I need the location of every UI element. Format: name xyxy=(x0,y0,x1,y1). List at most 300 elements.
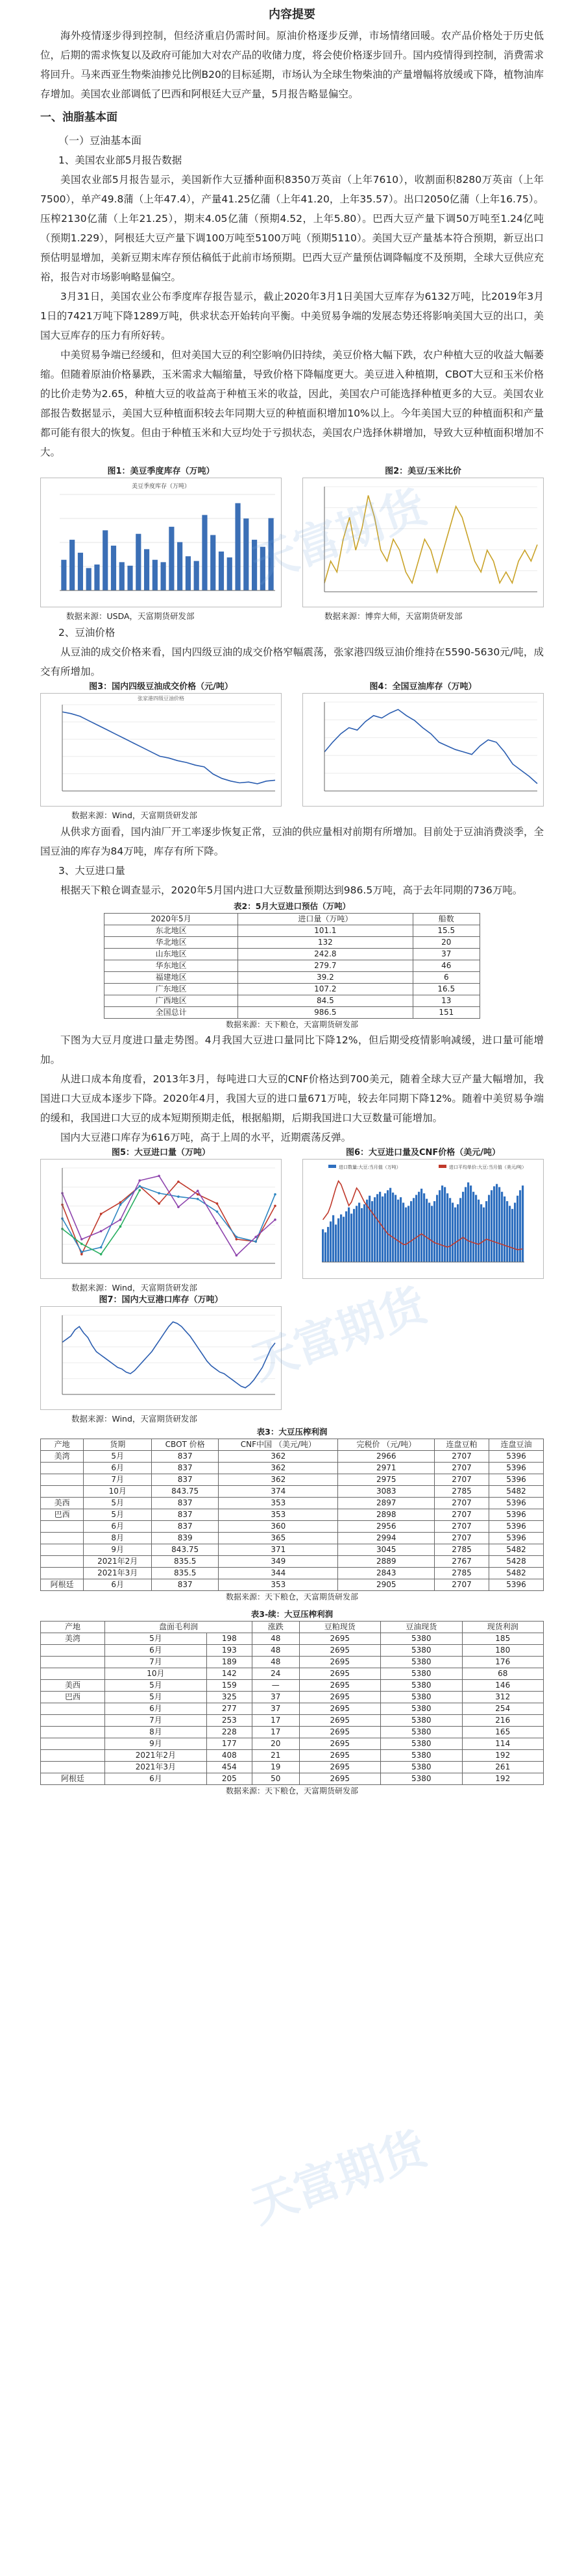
bar xyxy=(449,1198,451,1262)
table-cell: 2956 xyxy=(338,1521,435,1533)
series-point xyxy=(80,1238,83,1241)
bar xyxy=(501,1192,503,1262)
table-row xyxy=(41,1762,544,1773)
table-cell: 837 xyxy=(152,1521,219,1533)
table-cell: 261 xyxy=(462,1762,544,1773)
bar xyxy=(327,1227,329,1262)
table-header-row xyxy=(41,1439,544,1451)
bar xyxy=(350,1213,352,1262)
table-row xyxy=(41,1645,544,1657)
table-row xyxy=(41,1703,544,1715)
table-cell: 312 xyxy=(462,1692,544,1703)
table-cell: 177 xyxy=(206,1738,252,1750)
bar xyxy=(428,1203,430,1262)
bar xyxy=(408,1206,409,1262)
figure-title: 图2：美豆/玉米比价 xyxy=(385,467,461,476)
bar xyxy=(382,1197,383,1262)
port-stock-chart xyxy=(40,1306,282,1410)
table-cell: 10月 xyxy=(105,1668,207,1680)
table-source: 数据来源：天下粮仓，天富期货研发部 xyxy=(225,1592,358,1601)
table-cell: 10月 xyxy=(84,1486,152,1498)
series-point xyxy=(216,1222,219,1224)
table-cell: 353 xyxy=(219,1509,338,1521)
table-row xyxy=(104,995,480,1007)
chart-inner-title: 张家港四级豆油价格 xyxy=(138,696,184,701)
table-cell xyxy=(41,1750,105,1762)
table-cell: 360 xyxy=(219,1521,338,1533)
table-cell xyxy=(41,1703,105,1715)
subsubsection-heading: 3、大豆进口量 xyxy=(58,865,125,877)
table-cell: 837 xyxy=(152,1498,219,1509)
table-cell: 2897 xyxy=(338,1498,435,1509)
table-cell: 巴西 xyxy=(41,1692,105,1703)
table-row xyxy=(41,1680,544,1692)
bar xyxy=(210,535,215,590)
table-cell: 198 xyxy=(206,1633,252,1645)
table-cell: 5396 xyxy=(489,1498,543,1509)
bar xyxy=(194,561,199,590)
table-header-cell: 现货利润 xyxy=(462,1622,544,1633)
bar xyxy=(186,556,191,590)
table-cell xyxy=(41,1738,105,1750)
bar xyxy=(444,1187,446,1262)
table-cell: 2707 xyxy=(435,1451,489,1463)
bar xyxy=(376,1194,378,1262)
table-cell: 8月 xyxy=(84,1533,152,1544)
table-cell: 5396 xyxy=(489,1521,543,1533)
table-cell: 20 xyxy=(252,1738,299,1750)
table-cell: 2975 xyxy=(338,1474,435,1486)
table-cell: 353 xyxy=(219,1579,338,1591)
table-cell: 165 xyxy=(462,1727,544,1738)
chart-frame xyxy=(303,694,544,807)
table-cell xyxy=(41,1715,105,1727)
series-point xyxy=(236,1238,238,1241)
bar xyxy=(496,1184,498,1262)
bar xyxy=(374,1197,376,1262)
bar xyxy=(431,1206,433,1262)
figure-source: 数据来源：USDA，天富期货研发部 xyxy=(66,611,195,621)
table-cell: 5380 xyxy=(381,1657,462,1668)
table-cell: 242.8 xyxy=(238,949,413,960)
bar xyxy=(269,518,274,590)
crush-margin-table-cont xyxy=(40,1621,544,1785)
table-header-cell: 豆粕现货 xyxy=(299,1622,380,1633)
table-cell: 37 xyxy=(413,949,480,960)
table-cell: 114 xyxy=(462,1738,544,1750)
bar xyxy=(332,1215,334,1262)
bar xyxy=(379,1192,381,1262)
table-cell: 山东地区 xyxy=(104,949,238,960)
table-cell: 5428 xyxy=(489,1556,543,1568)
bar xyxy=(441,1185,443,1262)
series-point xyxy=(138,1189,141,1191)
table-cell: 6月 xyxy=(84,1521,152,1533)
bar xyxy=(439,1190,441,1262)
table-row xyxy=(41,1568,544,1579)
figure-source: 数据来源：Wind，天富期货研发部 xyxy=(71,1283,197,1293)
table-cell: 17 xyxy=(252,1715,299,1727)
table-cell: 美西 xyxy=(41,1498,84,1509)
table-cell: 15.5 xyxy=(413,925,480,937)
table-cell: 2707 xyxy=(435,1533,489,1544)
table-cell: 6 xyxy=(413,972,480,984)
table-cell: 2021年3月 xyxy=(105,1762,207,1773)
table-cell: 13 xyxy=(413,995,480,1007)
table-cell: 408 xyxy=(206,1750,252,1762)
table-row xyxy=(41,1715,544,1727)
table-cell: 5月 xyxy=(84,1498,152,1509)
table-cell: 146 xyxy=(462,1680,544,1692)
bar xyxy=(446,1193,448,1262)
series-point xyxy=(119,1204,122,1206)
table-cell: 37 xyxy=(252,1692,299,1703)
table-cell: 176 xyxy=(462,1657,544,1668)
series-point xyxy=(80,1251,83,1254)
table-cell: 2695 xyxy=(299,1680,380,1692)
table-row xyxy=(41,1451,544,1463)
bar xyxy=(462,1192,464,1262)
table-cell: 349 xyxy=(219,1556,338,1568)
import-trend-paragraph: 下图为大豆月度进口量走势图。4月我国大豆进口量同比下降12%，但后期受疫情影响减缓，进口量可能增加。 xyxy=(40,1034,544,1065)
table-cell: 2695 xyxy=(299,1715,380,1727)
import-volume-chart xyxy=(40,1159,282,1279)
table-cell: 华东地区 xyxy=(104,960,238,972)
bar xyxy=(517,1196,518,1262)
table-header-cell: CNF中国 （美元/吨） xyxy=(219,1439,338,1451)
table-cell: 48 xyxy=(252,1633,299,1645)
bar xyxy=(472,1192,474,1262)
table-row xyxy=(41,1544,544,1556)
bar xyxy=(400,1197,402,1262)
section-heading: 一、油脂基本面 xyxy=(40,111,117,124)
bar xyxy=(78,553,83,590)
legend-swatch xyxy=(328,1165,336,1168)
table-cell: 362 xyxy=(219,1463,338,1474)
doc-title: 内容提要 xyxy=(269,8,315,21)
figure-row-3-4 xyxy=(0,681,584,809)
figure-row-5-6 xyxy=(0,1147,584,1282)
chart-frame xyxy=(41,1160,282,1279)
table-cell: 837 xyxy=(152,1474,219,1486)
table-cell: 5月 xyxy=(84,1509,152,1521)
figure-title: 图4：全国豆油库存（万吨） xyxy=(369,682,477,692)
bar xyxy=(161,562,166,590)
table-cell: 8月 xyxy=(105,1727,207,1738)
bar xyxy=(423,1193,425,1262)
table-cell: 7月 xyxy=(84,1474,152,1486)
bar xyxy=(94,565,99,590)
supply-paragraph: 从供求方面看，国内油厂开工率逐步恢复正常，豆油的供应量相对前期有所增加。目前处于豆油消费淡季，全国豆油的库存为84万吨，库存有所下降。 xyxy=(40,826,544,857)
price-paragraph: 从豆油的成交价格来看，国内四级豆油的成交价格窄幅震荡，张家港四级豆油价维持在5590-5630元/吨，成交有所增加。 xyxy=(40,646,544,677)
bar xyxy=(511,1209,513,1262)
table-cell: 6月 xyxy=(105,1703,207,1715)
table-row xyxy=(104,1007,480,1019)
table-cell xyxy=(41,1533,84,1544)
series-point xyxy=(274,1205,276,1208)
bar xyxy=(119,562,125,590)
series-point xyxy=(138,1185,141,1187)
bar xyxy=(345,1211,347,1262)
table-cell: 5月 xyxy=(84,1451,152,1463)
table-cell: 2695 xyxy=(299,1773,380,1785)
bar xyxy=(413,1198,415,1262)
table-cell: 5380 xyxy=(381,1703,462,1715)
series-point xyxy=(236,1254,238,1257)
table-cell: 39.2 xyxy=(238,972,413,984)
table-header-row xyxy=(41,1622,544,1633)
bar xyxy=(330,1221,332,1262)
legend-swatch xyxy=(439,1165,446,1168)
series-point xyxy=(100,1246,103,1249)
bar xyxy=(363,1204,365,1262)
table-cell: 5380 xyxy=(381,1633,462,1645)
table-cell: 东北地区 xyxy=(104,925,238,937)
table-cell: 5396 xyxy=(489,1451,543,1463)
table-cell: 美湾 xyxy=(41,1451,84,1463)
table-cell: 24 xyxy=(252,1668,299,1680)
series-point xyxy=(158,1202,160,1205)
table-header-cell: 连盘豆油 xyxy=(489,1439,543,1451)
table-cell xyxy=(41,1463,84,1474)
stock-paragraph: 3月31日，美国农业公布季度库存报告显示，截止2020年3月1日美国大豆库存为6132万吨，比2019年3月1日的7421万吨下降1289万吨，供求状态开始转向平衡。中美贸易争端的发展态势还将影响美国大豆的出口，美国大豆库存的压力有所好转。 xyxy=(40,291,544,341)
table-cell xyxy=(41,1668,105,1680)
stock-bar-chart xyxy=(40,478,282,607)
bar xyxy=(136,534,141,590)
bar xyxy=(384,1193,386,1262)
bar xyxy=(348,1208,350,1262)
table-row xyxy=(41,1750,544,1762)
bar xyxy=(457,1204,459,1262)
table-row xyxy=(41,1668,544,1680)
bar xyxy=(227,557,232,590)
series-point xyxy=(177,1206,180,1208)
table-cell xyxy=(41,1521,84,1533)
bar xyxy=(144,549,149,590)
import-cnf-chart xyxy=(302,1159,544,1279)
table-cell: 5月 xyxy=(105,1680,207,1692)
table-row xyxy=(41,1692,544,1703)
table-cell xyxy=(41,1727,105,1738)
table-cell: 362 xyxy=(219,1474,338,1486)
table-cell: — xyxy=(252,1680,299,1692)
table-cell: 2695 xyxy=(299,1738,380,1750)
table-cell: 阿根廷 xyxy=(41,1579,84,1591)
table-caption: 表3-续：大豆压榨利润 xyxy=(250,1609,334,1619)
table-cell: 839 xyxy=(152,1533,219,1544)
table-cell: 2707 xyxy=(435,1521,489,1533)
bar xyxy=(169,527,174,590)
figure-row-1-2 xyxy=(0,466,584,610)
bar xyxy=(480,1204,482,1262)
bar xyxy=(475,1195,477,1262)
table-cell: 6月 xyxy=(105,1773,207,1785)
legend-label: 进口数量:大豆:当月值（万吨） xyxy=(339,1165,401,1170)
table-cell: 5380 xyxy=(381,1645,462,1657)
bar xyxy=(405,1208,407,1262)
bar xyxy=(177,542,182,590)
table-row xyxy=(41,1657,544,1668)
table-cell: 7月 xyxy=(105,1715,207,1727)
table-cell: 37 xyxy=(252,1703,299,1715)
table-cell: 365 xyxy=(219,1533,338,1544)
table-cell: 2905 xyxy=(338,1579,435,1591)
bar xyxy=(387,1190,389,1262)
figure-title: 图3：国内四级豆油成交价格（元/吨） xyxy=(89,682,233,692)
table-row xyxy=(41,1486,544,1498)
table-cell: 837 xyxy=(152,1579,219,1591)
table-cell xyxy=(41,1568,84,1579)
table-cell: 7月 xyxy=(105,1657,207,1668)
table-cell: 835.5 xyxy=(152,1556,219,1568)
table-cell: 142 xyxy=(206,1668,252,1680)
chart-frame xyxy=(303,478,544,607)
table-cell: 5396 xyxy=(489,1509,543,1521)
table-cell: 2695 xyxy=(299,1762,380,1773)
bar xyxy=(397,1200,399,1262)
table-cell: 2695 xyxy=(299,1692,380,1703)
table-cell: 192 xyxy=(462,1773,544,1785)
table-row xyxy=(41,1521,544,1533)
series-point xyxy=(158,1192,160,1195)
legend-label: 进口平均单价:大豆:当月值（美元/吨） xyxy=(449,1165,527,1170)
table-cell: 华北地区 xyxy=(104,937,238,949)
table-header-cell: 连盘豆粕 xyxy=(435,1439,489,1451)
table-cell: 阿根廷 xyxy=(41,1773,105,1785)
table-cell: 巴西 xyxy=(41,1509,84,1521)
table-row xyxy=(41,1533,544,1544)
figure-3 xyxy=(40,681,282,809)
table-cell: 2898 xyxy=(338,1509,435,1521)
bar xyxy=(514,1203,516,1262)
soyoil-price-chart xyxy=(40,693,282,807)
series-point xyxy=(100,1213,103,1215)
usda-paragraph: 美国农业部5月报告显示，美国新作大豆播种面积8350万英亩（上年7610），收割面积8280万英亩（上年7500），单产49.8蒲（上年47.4），产量41.25亿蒲（上年41.20，上年35.57）。出口2050亿蒲（上年16.75）。压榨2130亿蒲（上年21.25），期末4.05亿蒲（预期4.52，上年5.80）。巴西大豆产量下调50万吨至1.24亿吨（预期1.229），阿根廷大豆产量下调100万吨至5100万吨（预期5110）。美国大豆产量基本符合预期，新豆出口预估明显增加，美新豆期末库存预估稿低于此前市场预期。巴西大豆产量预估调降幅度不及预期，全球大豆供应充裕，报告对市场影响略显偏空。 xyxy=(40,174,544,283)
table-cell: 46 xyxy=(413,960,480,972)
table-cell: 5月 xyxy=(105,1692,207,1703)
table-cell: 362 xyxy=(219,1451,338,1463)
bar xyxy=(252,540,257,590)
table-cell: 2843 xyxy=(338,1568,435,1579)
bar xyxy=(415,1195,417,1262)
table-cell xyxy=(41,1486,84,1498)
table-cell: 159 xyxy=(206,1680,252,1692)
table-cell: 837 xyxy=(152,1451,219,1463)
bar xyxy=(361,1208,363,1262)
table-cell: 2767 xyxy=(435,1556,489,1568)
bar xyxy=(61,560,66,590)
table-cell: 986.5 xyxy=(238,1007,413,1019)
table-cell: 2695 xyxy=(299,1657,380,1668)
bar xyxy=(340,1215,342,1262)
bar xyxy=(493,1186,495,1262)
table-cell: 454 xyxy=(206,1762,252,1773)
table-cell: 254 xyxy=(462,1703,544,1715)
table-header-cell: 2020年5月 xyxy=(104,914,238,925)
bar xyxy=(478,1200,480,1262)
bar xyxy=(454,1208,456,1262)
table-cell: 2785 xyxy=(435,1486,489,1498)
table-cell: 228 xyxy=(206,1727,252,1738)
bar xyxy=(243,518,249,590)
bar xyxy=(202,515,207,590)
table-cell: 5380 xyxy=(381,1762,462,1773)
series-point xyxy=(197,1193,199,1196)
table-cell xyxy=(41,1544,84,1556)
table-cell: 107.2 xyxy=(238,984,413,995)
series-point xyxy=(119,1225,122,1228)
series-point xyxy=(80,1253,83,1256)
table-row xyxy=(41,1633,544,1645)
figure-1 xyxy=(40,466,282,610)
table-cell xyxy=(41,1474,84,1486)
table-cell: 20 xyxy=(413,937,480,949)
table-cell: 2707 xyxy=(435,1463,489,1474)
table-row xyxy=(41,1773,544,1785)
bar xyxy=(260,547,265,590)
table-header-cell: 产地 xyxy=(41,1622,105,1633)
cost-paragraph: 从进口成本角度看，2013年3月，每吨进口大豆的CNF价格达到700美元，随着全球大豆产量大幅增加，我国进口大豆成本逐步下降。2020年4月，我国大豆的进口量671万吨，较去年同期下降12%。随着中美贸易争端的缓和，我国进口大豆的成本短期预期走低，根据船期，后期我国进口大豆数量可能增加。 xyxy=(40,1073,544,1124)
table-cell: 5380 xyxy=(381,1680,462,1692)
soyoil-stock-chart xyxy=(302,693,544,807)
bar xyxy=(506,1201,508,1262)
crush-margin-table xyxy=(40,1439,544,1591)
figure-title: 图5：大豆进口量（万吨） xyxy=(111,1148,211,1158)
trade-paragraph: 中美贸易争端已经缓和，但对美国大豆的利空影响仍旧持续，美豆价格大幅下跌，农户种植大豆的收益大幅萎缩。但随着原油价格暴跌，玉米需求大幅缩量，导致价格下降幅度更大。美豆进入种植期，CBOT大豆和玉米价格的比价走势为2.65，种植大豆的收益高于种植玉米的收益，因此，美国农户可能选择种植更多的大豆。美国农业部报告数据显示，美国大豆种植面积较去年同期大豆的种植面积增加10%以上。今年美国大豆的种植面积和产量都可能有很大的恢复。但由于种植玉米和大豆均处于亏损状态，美国农户选择休耕增加，导致大豆种植面积增加不大。 xyxy=(40,349,544,458)
table-cell: 101.1 xyxy=(238,925,413,937)
bar xyxy=(356,1206,358,1262)
figure-2 xyxy=(302,466,544,610)
table-cell: 5月 xyxy=(105,1633,207,1645)
table-caption: 表3：大豆压榨利润 xyxy=(256,1427,328,1437)
series-point xyxy=(177,1180,180,1183)
table-cell: 2707 xyxy=(435,1509,489,1521)
table-cell: 6月 xyxy=(105,1645,207,1657)
series-point xyxy=(236,1236,238,1239)
table-cell: 374 xyxy=(219,1486,338,1498)
table-cell: 2021年2月 xyxy=(84,1556,152,1568)
bar xyxy=(219,552,224,590)
subsection-heading: （一）豆油基本面 xyxy=(58,134,142,147)
table-cell: 美湾 xyxy=(41,1633,105,1645)
table-cell: 68 xyxy=(462,1668,544,1680)
bar xyxy=(452,1203,454,1262)
table-cell: 广东地区 xyxy=(104,984,238,995)
bar xyxy=(491,1190,493,1262)
table-cell: 193 xyxy=(206,1645,252,1657)
bar xyxy=(127,566,132,590)
subsubsection-heading: 2、豆油价格 xyxy=(58,627,116,638)
table-cell: 837 xyxy=(152,1463,219,1474)
table-cell: 5482 xyxy=(489,1568,543,1579)
table-cell: 5380 xyxy=(381,1773,462,1785)
bar xyxy=(86,568,91,590)
table-cell: 132 xyxy=(238,937,413,949)
table-cell: 2785 xyxy=(435,1544,489,1556)
bar xyxy=(420,1189,422,1262)
table-cell: 5380 xyxy=(381,1668,462,1680)
chart-frame xyxy=(41,694,282,807)
table-cell: 9月 xyxy=(84,1544,152,1556)
bar xyxy=(69,540,75,590)
table-header-cell: 完税价 （元/吨） xyxy=(338,1439,435,1451)
table-cell: 21 xyxy=(252,1750,299,1762)
figure-source: 数据来源：Wind，天富期货研发部 xyxy=(71,1414,197,1424)
table-header-cell: 豆油现货 xyxy=(381,1622,462,1633)
bar xyxy=(509,1206,511,1262)
table-row xyxy=(104,972,480,984)
series-point xyxy=(100,1230,103,1233)
